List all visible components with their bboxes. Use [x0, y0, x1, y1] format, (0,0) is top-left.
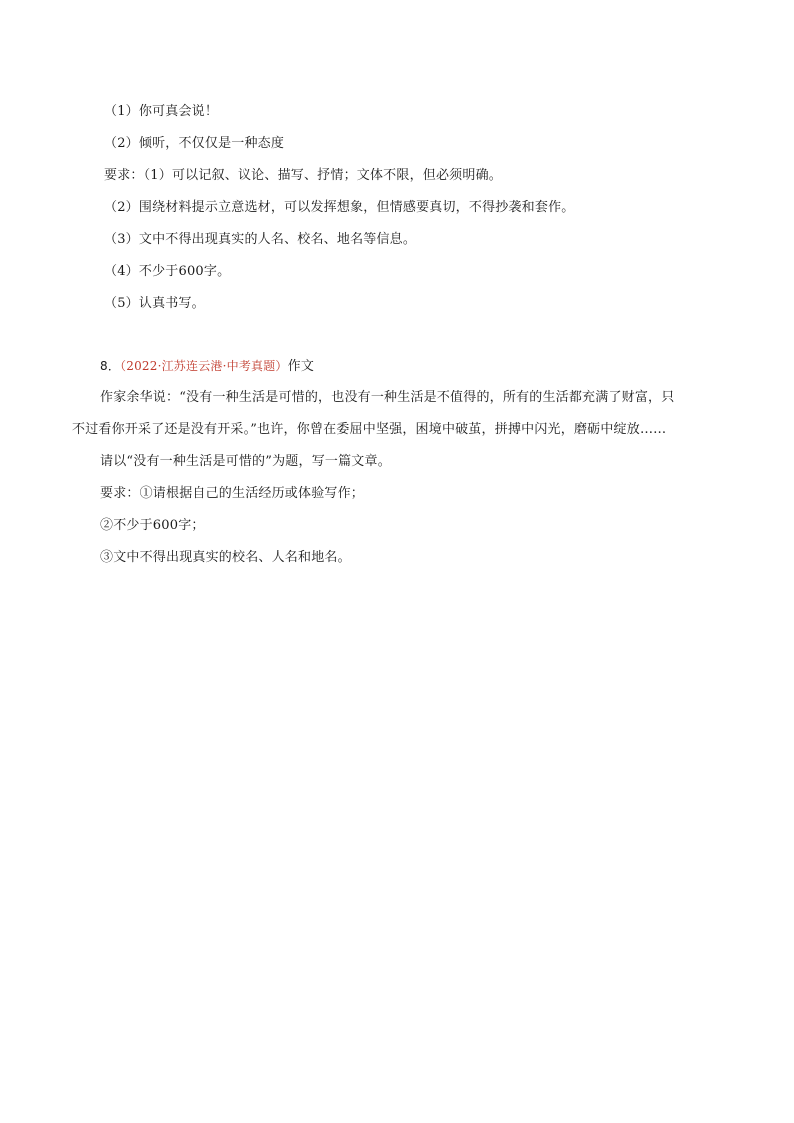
- q8-requirement-3: ③文中不得出现真实的校名、人名和地名。: [100, 550, 351, 565]
- requirement-4: （4）不少于600字。: [104, 264, 231, 279]
- essay-prompt: 请以“没有一种生活是可惜的”为题，写一篇文章。: [100, 454, 391, 469]
- question-8-title: [100, 350, 700, 382]
- essay-option-2: （2）倾听，不仅仅是一种态度: [104, 136, 285, 151]
- question-8-instructions: [100, 446, 700, 574]
- question-8-body-continued: [72, 414, 672, 446]
- question-8-body: [100, 382, 700, 414]
- requirement-5: （5）认真书写。: [104, 296, 205, 311]
- quote-paragraph-line-2: 不过看你开采了还是没有开采。”也许，你曾在委屈中坚强，困境中破茧，拼搏中闪光，磨砺中绽放……: [72, 422, 667, 437]
- q8-requirement-2: ②不少于600字；: [100, 518, 205, 533]
- question-type: 作文: [287, 359, 315, 374]
- question-number: 8．: [100, 359, 121, 373]
- essay-option-1: （1）你可真会说！: [104, 104, 219, 119]
- requirement-3: （3）文中不得出现真实的人名、校名、地名等信息。: [104, 232, 417, 247]
- requirement-1: 要求：（1）可以记叙、议论、描写、抒情；文体不限，但必须明确。: [104, 168, 502, 183]
- requirement-2: （2）围绕材料提示立意选材，可以发挥想象，但情感要真切，不得抄袭和套作。: [104, 200, 575, 215]
- question-8-section: [100, 350, 700, 382]
- essay-options-section: [100, 96, 700, 320]
- question-source: （2022·江苏连云港·中考真题）: [120, 359, 288, 373]
- quote-paragraph-line-1: 作家余华说：“没有一种生活是可惜的，也没有一种生活是不值得的，所有的生活都充满了财富，只: [100, 390, 675, 405]
- q8-requirement-1: 要求：①请根据自己的生活经历或体验写作；: [100, 486, 365, 501]
